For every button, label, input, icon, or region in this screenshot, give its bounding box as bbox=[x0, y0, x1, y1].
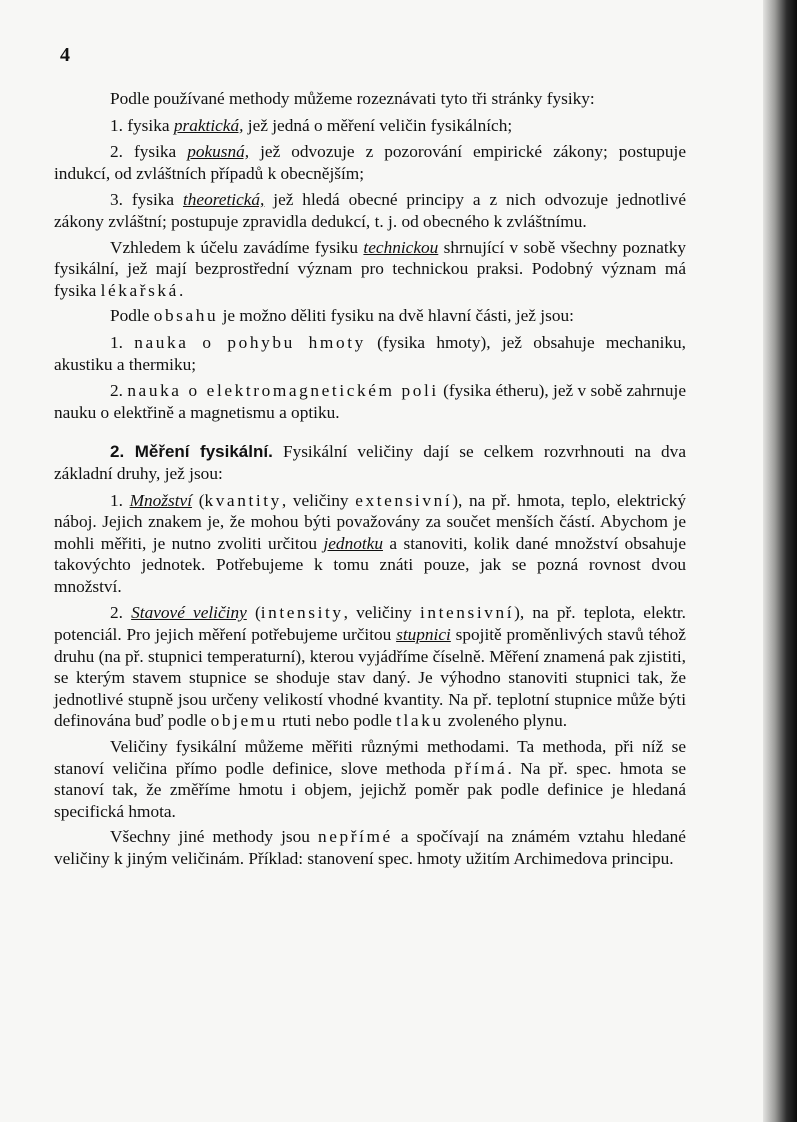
paragraph-indirect-method: Všechny jiné methody jsou nepřímé a spočívají na známém vztahu hledané veličiny k jiným veličinám. Příklad: stanovení spec. hmoty užitím Archimedova principu. bbox=[54, 827, 686, 868]
list-item: 3. fysika theoretická, jež hledá obecné principy a z nich odvozuje jednotlivé zákony zvláštní; postupuje zpravidla dedukcí, t. j. od obecného k zvláštnímu. bbox=[54, 190, 686, 231]
list-item: 1. nauka o pohybu hmoty (fysika hmoty), jež obsahuje mechaniku, akustiku a thermiku; bbox=[54, 332, 687, 374]
book-binding-shadow bbox=[763, 0, 797, 1122]
page-number: 4 bbox=[60, 44, 70, 66]
list-item: 1. fysika praktická, jež jedná o měření veličin fysikálních; bbox=[110, 115, 513, 135]
section-heading: 2. Měření fysikální. bbox=[110, 442, 273, 462]
paragraph-technical: Vzhledem k účelu zavádíme fysiku technickou shrnující v sobě všechny poznatky fysikální, jež mají bezprostřední význam pro technickou praksi. Podobný význam má fysika lékařská. bbox=[54, 237, 686, 300]
list-item: 2. fysika pokusná, jež odvozuje z pozorování empirické zákony; postupuje indukcí, od zvláštních případů k obecnějším; bbox=[54, 142, 686, 183]
intensity-item: 2. Stavové veličiny (intensity, veličiny intensivní), na př. teplota, elektr. potenciál. Pro jejich měření potřebujeme určitou stupnici spojitě proměnlivých stavů téhož druhu (na př. stupnici temperaturní), kterou vyjádříme číselně. Měření znamená pak zjistiti, se kterým stavem stupnice se shoduje stav daný. Je výhodno stanoviti stupnici tak, že jednotlivé stupně jsou určeny velikostí vhodné kvantity. Na př. teplotní stupnice může býti definována buď podle objemu rtuti nebo podle tlaku zvoleného plynu. bbox=[54, 603, 686, 731]
paragraph-methods: Podle používané methody můžeme rozeznávati tyto tři stránky fysiky: bbox=[110, 89, 595, 108]
section-measurement: 2. Měření fysikální. Fysikální veličiny dají se celkem rozvrhnouti na dva základní druhy, jež jsou: bbox=[54, 442, 686, 483]
paragraph-direct-method: Veličiny fysikální můžeme měřiti různými methodami. Ta methoda, při níž se stanoví veličina přímo podle definice, slove methoda přímá. Na př. spec. hmota se stanoví tak, že změříme hmotu i objem, jejichž poměr pak podle definice je hledaná specifická hmota. bbox=[54, 737, 687, 821]
page-body bbox=[54, 88, 686, 870]
quantity-item: 1. Množství (kvantity, veličiny extensivní), na př. hmota, teplo, elektrický náboj. Jejich znakem je, že mohou býti považovány za součet menších částí. Abychom je mohli měřiti, je nutno zvoliti určitou jednotku a stanoviti, kolik dané množství obsahuje takovýchto jednotek. Potřebujeme k tomu znáti pouze, jak se pozná rovnost dvou množství. bbox=[54, 490, 687, 596]
list-item: 2. nauka o elektromagnetickém poli (fysika étheru), jež v sobě zahrnuje nauku o elektřině a magnetismu a optiku. bbox=[54, 381, 686, 422]
paragraph-content: Podle obsahu je možno děliti fysiku na dvě hlavní části, jež jsou: bbox=[110, 306, 574, 326]
